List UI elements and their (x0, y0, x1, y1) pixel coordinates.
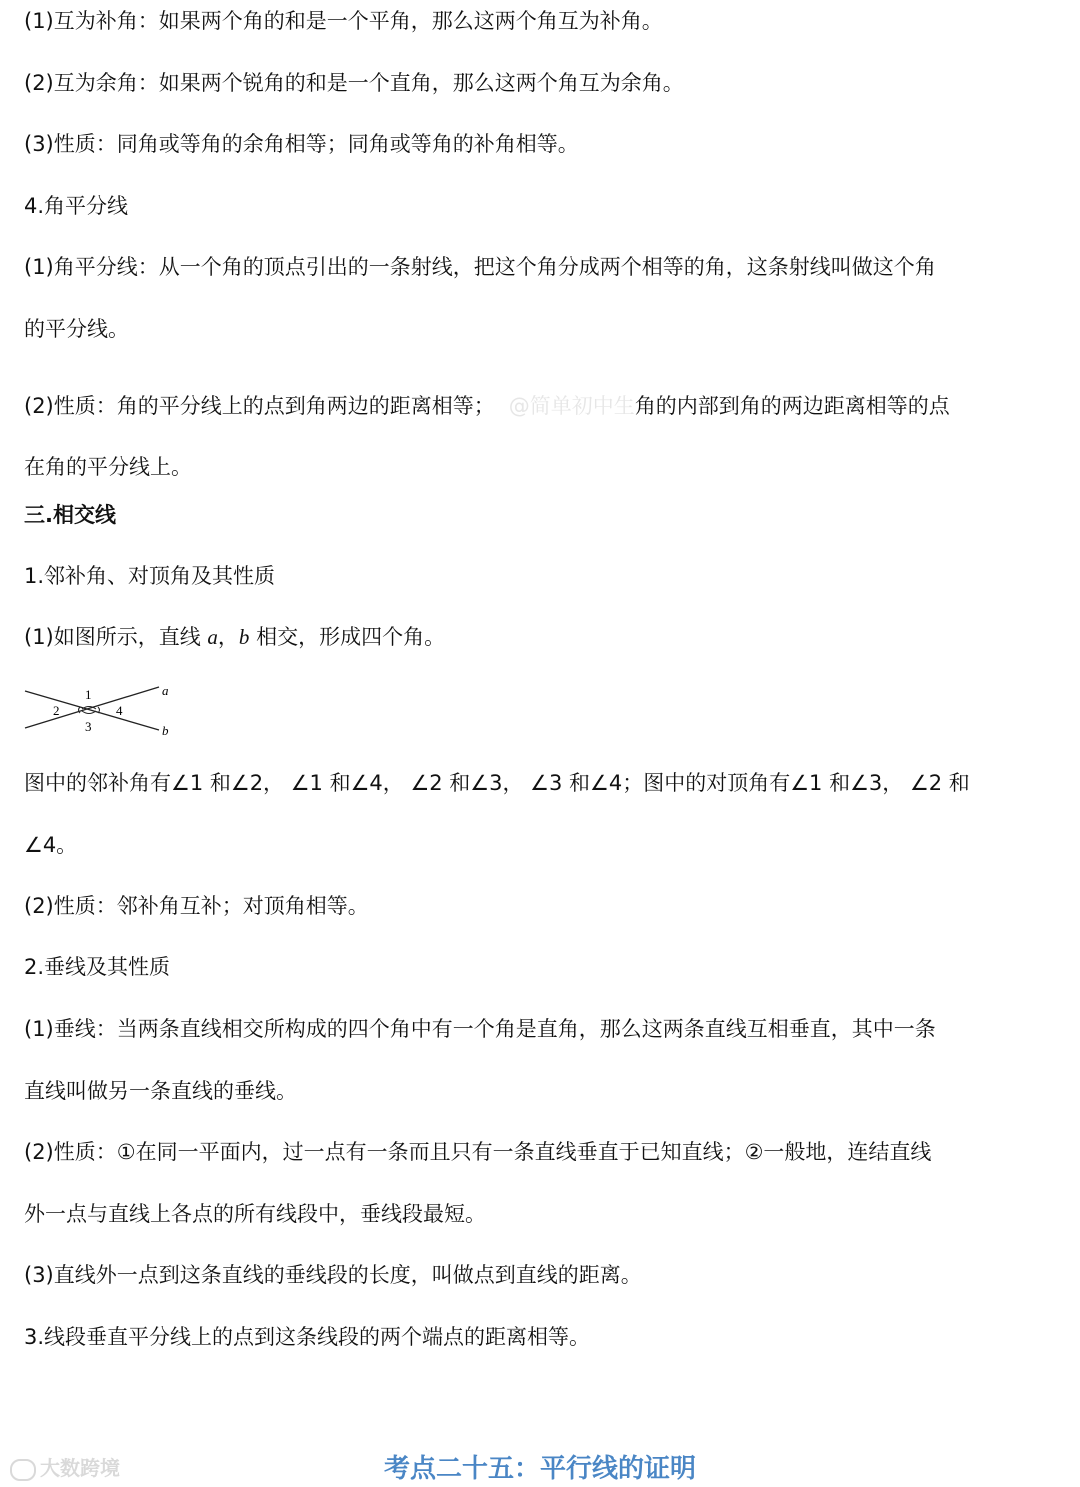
line-a-stroke (25, 687, 159, 728)
line-label-a: a (162, 683, 169, 698)
text-line-perpendicular-def-cont: 直线叫做另一条直线的垂线。 (24, 1079, 297, 1103)
text-line-adjacent-vertical-list-cont: ∠4。 (24, 833, 78, 857)
text-line-bisector-def-cont: 的平分线。 (24, 317, 129, 341)
section-heading-intersecting-lines: 三.相交线 (24, 503, 116, 527)
text-line-distance-def: (3)直线外一点到这条直线的垂线段的长度，叫做点到直线的距离。 (24, 1263, 642, 1287)
var-b: b (238, 625, 250, 649)
angle-label-3: 3 (85, 719, 92, 734)
angle-label-2: 2 (53, 703, 60, 718)
line-label-b: b (162, 723, 169, 738)
text-line-property: (3)性质：同角或等角的余角相等；同角或等角的补角相等。 (24, 132, 579, 156)
section-heading-angle-bisector: 4.角平分线 (24, 194, 129, 218)
intersecting-lines-figure (22, 682, 182, 740)
text-line-perpendicular-def: (1)垂线：当两条直线相交所构成的四个角中有一个角是直角，那么这两条直线互相垂直，其中一条 (24, 1017, 936, 1041)
text-line-complementary: (2)互为余角：如果两个锐角的和是一个直角，那么这两个角互为余角。 (24, 71, 684, 95)
bisector-property-part2: 角的内部到角的两边距离相等的点 (634, 394, 950, 418)
next-section-title: 考点二十五：平行线的证明 (383, 1454, 696, 1484)
text-line-bisector-def: (1)角平分线：从一个角的顶点引出的一条射线，把这个角分成两个相等的角，这条射线叫做这个角 (24, 255, 936, 279)
subsection-heading-adjacent-vertical: 1.邻补角、对顶角及其性质 (24, 564, 276, 588)
watermark-text: @简单初中生 (508, 394, 635, 418)
subsection-heading-perpendicular: 2.垂线及其性质 (24, 955, 171, 979)
text-line-adjacent-property: (2)性质：邻补角互补；对顶角相等。 (24, 894, 369, 918)
brand-logo-text: 大数跨境 (40, 1456, 120, 1480)
angle-arc-2 (79, 707, 81, 713)
angle-label-1: 1 (85, 687, 92, 702)
text-line-perpendicular-property-cont: 外一点与直线上各点的所有线段中，垂线段最短。 (24, 1202, 486, 1226)
figure-intro-sep: ， (217, 625, 239, 649)
var-a: a (207, 625, 218, 649)
text-line-bisector-property-cont: 在角的平分线上。 (24, 455, 192, 479)
bisector-property-part1: (2)性质：角的平分线上的点到角两边的距离相等； (24, 394, 495, 418)
text-line-complementary-supplementary: (1)互为补角：如果两个角的和是一个平角，那么这两个角互为补角。 (24, 9, 663, 33)
angle-label-4: 4 (116, 703, 123, 718)
text-line-segment-bisector: 3.线段垂直平分线上的点到这条线段的两个端点的距离相等。 (24, 1325, 591, 1349)
text-line-figure-intro (24, 622, 445, 652)
line-b-stroke (25, 691, 159, 730)
angle-arc-4 (98, 707, 100, 713)
figure-intro-part1: (1)如图所示，直线 (24, 625, 208, 649)
text-line-bisector-property (24, 391, 950, 421)
text-line-adjacent-vertical-list: 图中的邻补角有∠1 和∠2， ∠1 和∠4， ∠2 和∠3， ∠3 和∠4；图中的对顶角有∠1 和∠3， ∠2 和 (24, 771, 970, 795)
text-line-perpendicular-property: (2)性质：①在同一平面内，过一点有一条而且只有一条直线垂直于已知直线；②一般地，连结直线 (24, 1140, 932, 1164)
figure-intro-part2: 相交，形成四个角。 (249, 625, 446, 649)
